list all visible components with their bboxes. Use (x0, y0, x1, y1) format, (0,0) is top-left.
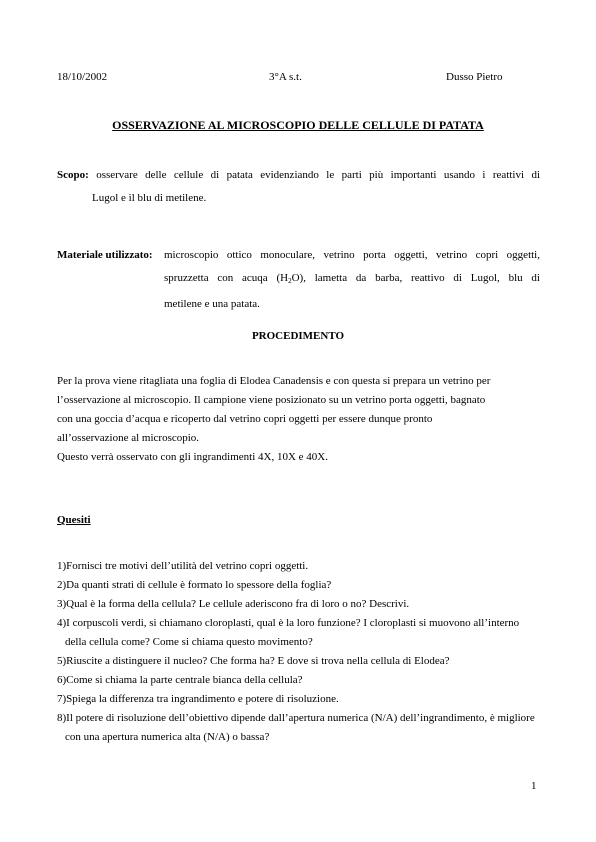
quesiti-list (57, 557, 542, 747)
materiale-line-1: microscopio ottico monoculare, vetrino porta oggetti, vetrino copri oggetti, (164, 249, 540, 261)
scopo-line-1 (57, 164, 540, 187)
materiale-line-2-post: O), lametta da barba, reattivo di Lugol, blu di (291, 272, 540, 284)
quesito-item: 7)Spiega la differenza tra ingrandimento e potere di risoluzione. (57, 693, 339, 705)
quesito-item: 1)Fornisci tre motivi dell’utilità del vetrino copri oggetti. (57, 560, 309, 572)
quesito-item: 2)Da quanti strati di cellule è formato lo spessore della foglia? (57, 579, 332, 591)
procedimento-line: l’osservazione al microscopio. Il campione viene posizionato su un vetrino porta oggetti, bagnato (57, 394, 486, 406)
quesito-item: 5)Riuscite a distinguere il nucleo? Che forma ha? E dove si trova nella cellula di Elodea? (57, 655, 450, 667)
document-title: OSSERVAZIONE AL MICROSCOPIO DELLE CELLULE DI PATATA (112, 118, 484, 132)
materiale-label: Materiale utilizzato: (57, 249, 153, 261)
procedimento-line: con una goccia d’acqua e ricoperto dal vetrino copri oggetti per essere dunque pronto (57, 413, 433, 425)
procedimento-line: Questo verrà osservato con gli ingrandimenti 4X, 10X e 40X. (57, 451, 328, 463)
page-number: 1 (531, 780, 537, 792)
scopo-text-2: Lugol e il blu di metilene. (92, 192, 207, 204)
quesito-item: 4)I corpuscoli verdi, si chiamano cloroplasti, qual è la loro funzione? I cloroplasti si muovono all’interno della cellula come? Come si chiama questo movimento? (57, 617, 520, 648)
procedimento-line: all’osservazione al microscopio. (57, 432, 200, 444)
materiale-subscript: 2 (288, 277, 292, 285)
quesiti-title: Quesiti (57, 514, 91, 526)
materiale-line-2-pre: spruzzetta con acuqa (H (164, 272, 289, 284)
quesito-item: 6)Come si chiama la parte centrale bianca della cellula? (57, 674, 303, 686)
header-class: 3°A s.t. (269, 71, 302, 83)
quesito-item: 3)Qual è la forma della cellula? Le cellule aderiscono fra di loro o no? Descrivi. (57, 598, 410, 610)
procedimento-line: Per la prova viene ritagliata una foglia di Elodea Canadensis e con questa si prepara un vetrino per (57, 375, 491, 387)
procedimento-title: PROCEDIMENTO (251, 330, 345, 342)
scopo-section (57, 164, 540, 210)
materiale-line-3: metilene e una patata. (164, 298, 260, 310)
materiale-line-2 (164, 267, 540, 293)
scopo-label: Scopo: (57, 169, 89, 181)
scopo-text-1: osservare delle cellule di patata evidenziando le parti più importanti usando i reattivi di (96, 169, 541, 181)
header-date: 18/10/2002 (57, 71, 108, 83)
quesito-item: 8)Il potere di risoluzione dell’obiettivo dipende dall’apertura numerica (N/A) dell’ingrandimento, è migliore con una apertura numerica alta (N/A) o bassa? (57, 712, 535, 743)
materiale-text (164, 244, 540, 316)
procedimento-text (57, 372, 540, 467)
materiale-section (57, 244, 540, 316)
header-author: Dusso Pietro (446, 71, 503, 83)
